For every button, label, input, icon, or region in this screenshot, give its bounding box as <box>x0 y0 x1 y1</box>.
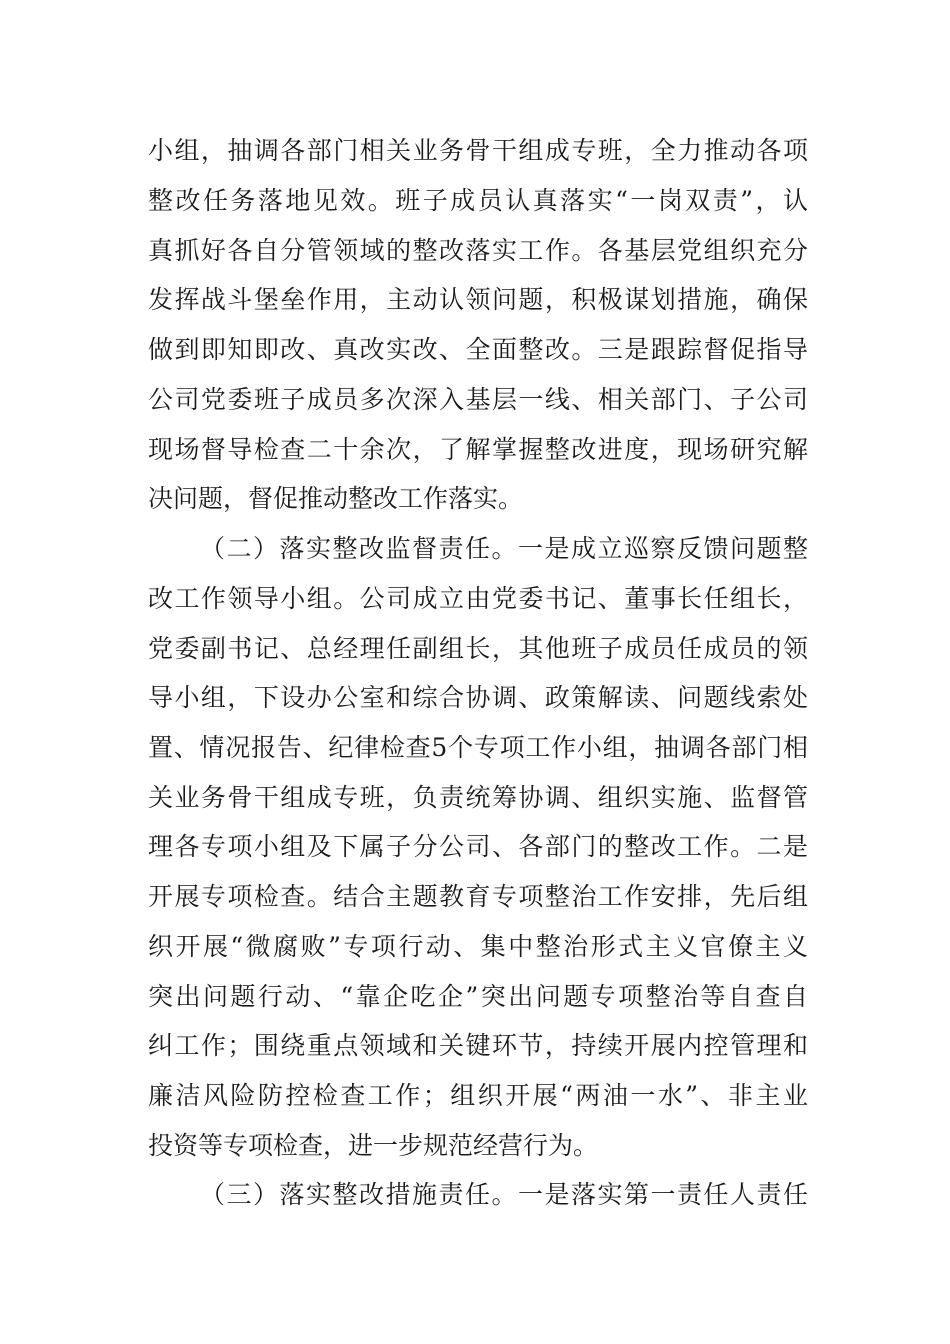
text-line-7: 现场督导检查二十余次，了解掌握整改进度，现场研究解 <box>148 435 808 464</box>
text-line-1: 小组，抽调各部门相关业务骨干组成专班，全力推动各项 <box>148 136 808 165</box>
text-line-10: 改工作领导小组。公司成立由党委书记、董事长任组长， <box>148 584 808 613</box>
text-line-19: 纠工作；围绕重点领域和关键环节，持续开展内控管理和 <box>148 1031 808 1060</box>
text-line-8: 决问题，督促推动整改工作落实。 <box>148 484 524 513</box>
text-line-14: 关业务骨干组成专班，负责统筹协调、组织实施、监督管 <box>148 783 808 812</box>
text-line-16: 开展专项检查。结合主题教育专项整治工作安排，先后组 <box>148 882 808 911</box>
text-line-4: 发挥战斗堡垒作用，主动认领问题，积极谋划措施，确保 <box>148 285 808 314</box>
text-line-3: 真抓好各自分管领域的整改落实工作。各基层党组织充分 <box>148 236 808 265</box>
section-heading-3: （三）落实整改措施责任。一是落实第一责任人责任 <box>200 1180 808 1209</box>
text-line-17: 织开展“微腐败”专项行动、集中整治形式主义官僚主义 <box>148 932 808 961</box>
text-line-12: 导小组，下设办公室和综合协调、政策解读、问题线索处 <box>148 683 808 712</box>
text-line-2: 整改任务落地见效。班子成员认真落实“一岗双责”，认 <box>148 186 808 215</box>
text-line-15: 理各专项小组及下属子分公司、各部门的整改工作。二是 <box>148 832 808 861</box>
text-line-13: 置、情况报告、纪律检查5个专项工作小组，抽调各部门相 <box>148 733 808 762</box>
text-line-6: 公司党委班子成员多次深入基层一线、相关部门、子公司 <box>148 385 808 414</box>
text-line-21: 投资等专项检查，进一步规范经营行为。 <box>148 1131 599 1160</box>
text-line-18: 突出问题行动、“靠企吃企”突出问题专项整治等自查自 <box>148 982 808 1011</box>
text-line-5: 做到即知即改、真改实改、全面整改。三是跟踪督促指导 <box>148 335 808 364</box>
section-heading-2: （二）落实整改监督责任。一是成立巡察反馈问题整 <box>200 534 808 563</box>
text-line-11: 党委副书记、总经理任副组长，其他班子成员任成员的领 <box>148 634 808 663</box>
text-line-20: 廉洁风险防控检查工作；组织开展“两油一水”、非主业 <box>148 1081 808 1110</box>
